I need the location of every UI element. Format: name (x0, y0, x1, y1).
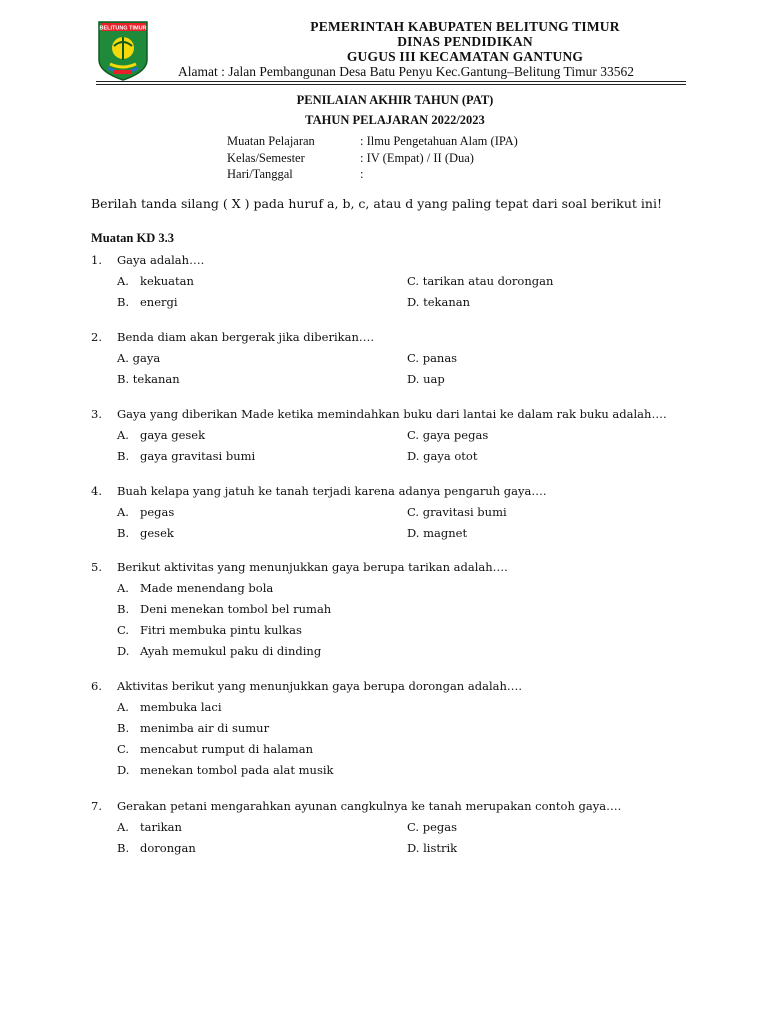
meta-row (227, 150, 518, 167)
option-d[interactable]: D. Ayah memukul paku di dinding (117, 644, 322, 658)
question-number: 3. (91, 407, 102, 421)
option-c[interactable]: C. pegas (407, 820, 457, 834)
meta-label: Kelas/Semester (227, 150, 305, 165)
option-c[interactable]: C. gaya pegas (407, 428, 489, 442)
meta-row (227, 166, 518, 183)
question-item (91, 404, 731, 467)
question-stem: Gerakan petani mengarahkan ayunan cangkulnya ke tanah merupakan contoh gaya…. (117, 799, 622, 813)
question-number: 5. (91, 560, 102, 574)
question-item (91, 676, 731, 781)
option-b[interactable]: B. energi (117, 295, 178, 309)
option-a[interactable]: A. pegas (117, 505, 175, 519)
option-c[interactable]: C. tarikan atau dorongan (407, 274, 554, 288)
question-stem: Gaya yang diberikan Made ketika memindahkan buku dari lantai ke dalam rak buku adalah…. (117, 407, 667, 421)
letterhead (170, 19, 760, 80)
option-d[interactable]: D. tekanan (407, 295, 471, 309)
option-c[interactable]: C. mencabut rumput di halaman (117, 742, 313, 756)
exam-meta (227, 133, 518, 183)
option-a[interactable]: A. kekuatan (117, 274, 194, 288)
letterhead-line2: DINAS PENDIDIKAN (397, 34, 533, 49)
option-d[interactable]: D. menekan tombol pada alat musik (117, 763, 334, 777)
option-a[interactable]: A. membuka laci (117, 700, 222, 714)
question-number: 1. (91, 253, 102, 267)
letterhead-divider-thick (96, 81, 686, 82)
option-b[interactable]: B. dorongan (117, 841, 196, 855)
question-item (91, 796, 731, 859)
question-stem: Benda diam akan bergerak jika diberikan…. (117, 330, 375, 344)
question-number: 7. (91, 799, 102, 813)
option-b[interactable]: B. menimba air di sumur (117, 721, 270, 735)
option-b[interactable]: B. gaya gravitasi bumi (117, 449, 256, 463)
question-stem: Gaya adalah…. (117, 253, 205, 267)
option-c[interactable]: C. gravitasi bumi (407, 505, 507, 519)
instruction-text: Berilah tanda silang ( X ) pada huruf a, b, c, atau d yang paling tepat dari soal berikut ini! (91, 196, 662, 211)
option-b[interactable]: B. tekanan (117, 372, 180, 386)
letterhead-line1: PEMERINTAH KABUPATEN BELITUNG TIMUR (310, 19, 620, 34)
option-d[interactable]: D. uap (407, 372, 445, 386)
question-number: 2. (91, 330, 102, 344)
meta-value: : (360, 167, 364, 181)
question-item (91, 557, 731, 662)
option-a[interactable]: A. gaya gesek (117, 428, 206, 442)
question-number: 6. (91, 679, 102, 693)
question-item (91, 327, 731, 390)
letterhead-line3: GUGUS III KECAMATAN GANTUNG (346, 49, 584, 64)
option-b[interactable]: B. Deni menekan tombol bel rumah (117, 602, 332, 616)
option-c[interactable]: C. panas (407, 351, 458, 365)
meta-label: Muatan Pelajaran (227, 134, 315, 148)
option-a[interactable]: A. Made menendang bola (117, 581, 274, 595)
letterhead-address: Alamat : Jalan Pembangunan Desa Batu Penyu Kec.Gantung–Belitung Timur 33562 (178, 64, 634, 79)
section-heading: Muatan KD 3.3 (91, 231, 174, 245)
question-stem: Buah kelapa yang jatuh ke tanah terjadi karena adanya pengaruh gaya…. (117, 484, 547, 498)
option-c[interactable]: C. Fitri membuka pintu kulkas (117, 623, 302, 637)
question-stem: Aktivitas berikut yang menunjukkan gaya berupa dorongan adalah…. (117, 679, 523, 693)
meta-row (227, 133, 518, 150)
option-a[interactable]: A. tarikan (117, 820, 182, 834)
exam-title: PENILAIAN AKHIR TAHUN (PAT) (296, 93, 494, 107)
option-d[interactable]: D. listrik (407, 841, 458, 855)
meta-value: : IV (Empat) / II (Dua) (360, 150, 474, 165)
option-a[interactable]: A. gaya (117, 351, 161, 365)
question-item (91, 250, 731, 313)
meta-label: Hari/Tanggal (227, 167, 293, 181)
letterhead-divider-thin (96, 84, 686, 85)
option-d[interactable]: D. gaya otot (407, 449, 478, 463)
question-number: 4. (91, 484, 102, 498)
question-stem: Berikut aktivitas yang menunjukkan gaya berupa tarikan adalah…. (117, 560, 508, 574)
question-item (91, 481, 731, 544)
option-b[interactable]: B. gesek (117, 526, 174, 540)
logo-text: BELITUNG TIMUR (99, 25, 147, 32)
meta-value: : Ilmu Pengetahuan Alam (IPA) (360, 134, 518, 148)
academic-year: TAHUN PELAJARAN 2022/2023 (305, 113, 485, 127)
regency-logo (96, 20, 150, 82)
option-d[interactable]: D. magnet (407, 526, 468, 540)
